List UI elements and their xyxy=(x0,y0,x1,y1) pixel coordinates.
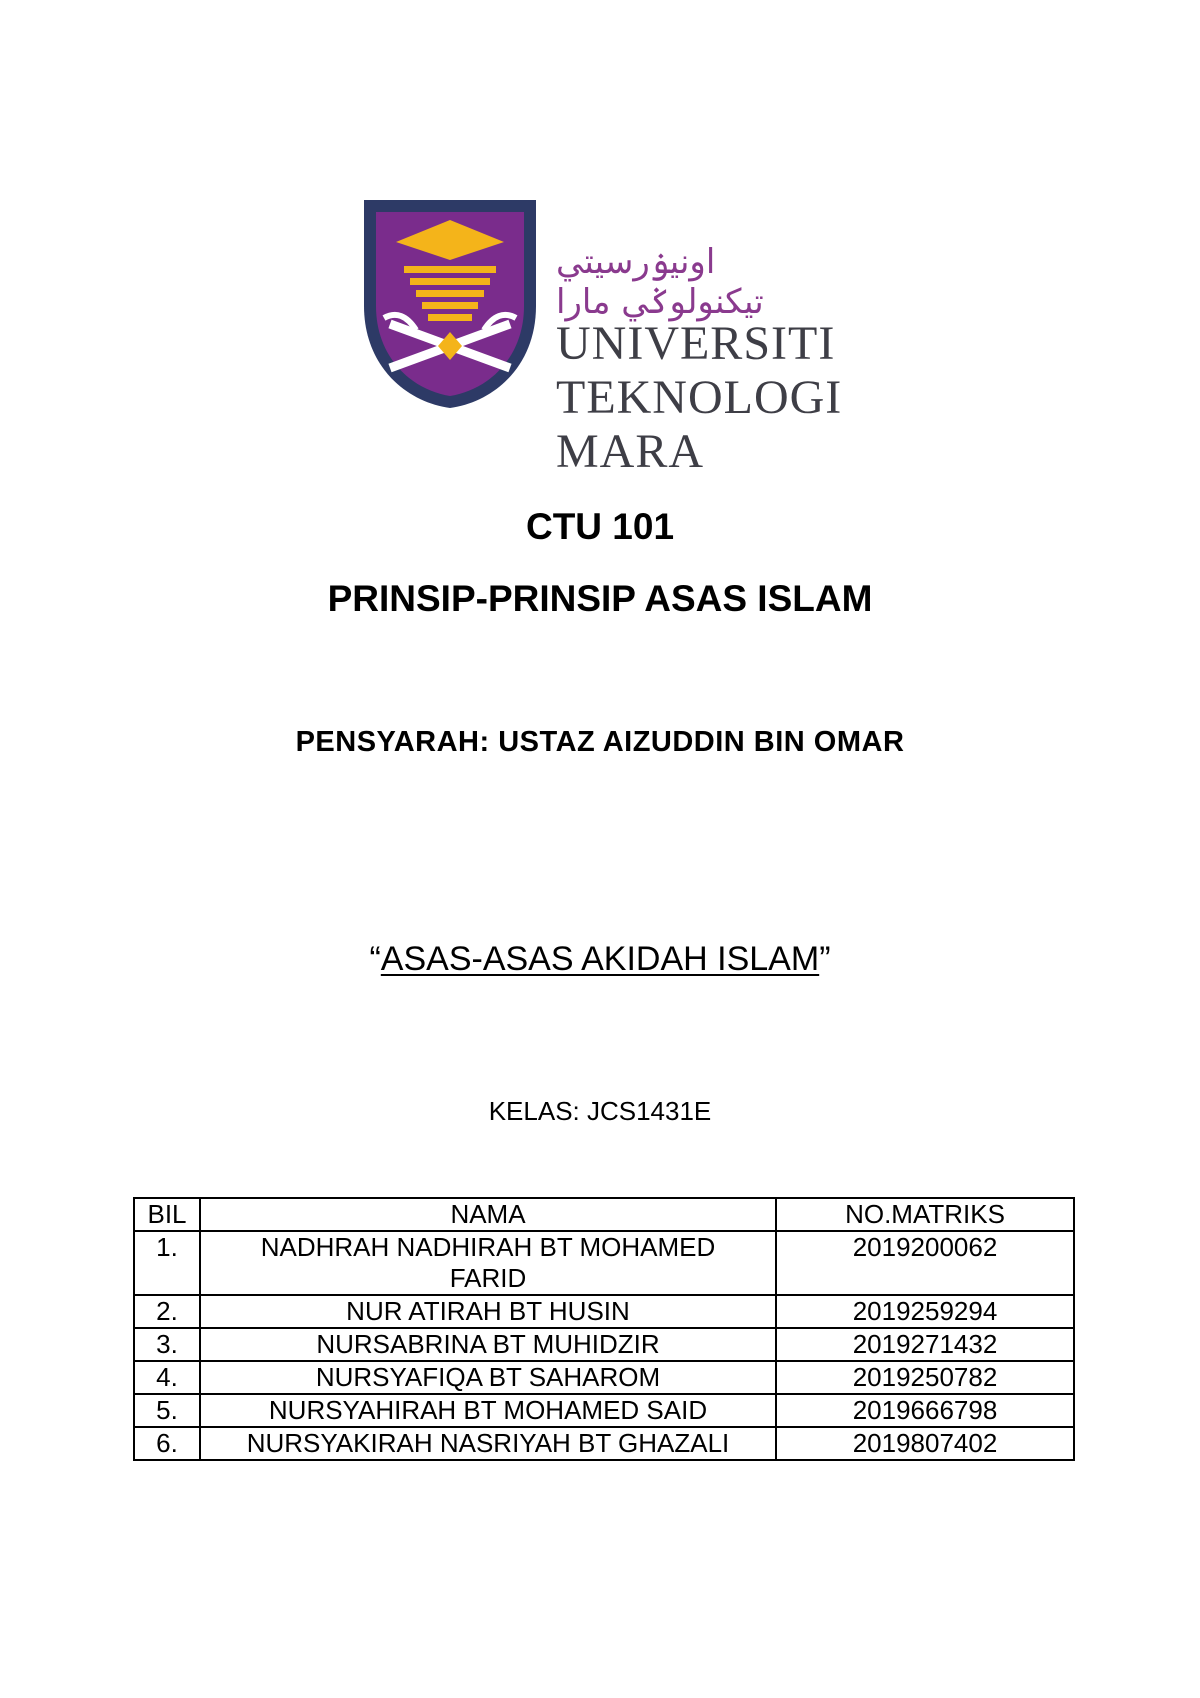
logo-jawi-text: اونيۏرسيتي تيكنولوݢي مارا xyxy=(556,242,764,322)
assignment-topic xyxy=(0,940,1200,979)
cell-no-matriks: 2019200062 xyxy=(776,1231,1074,1295)
logo-line-1: UNIVERSITI xyxy=(556,317,836,370)
topic-close-quote: ” xyxy=(819,940,831,978)
class-label: KELAS: JCS1431E xyxy=(488,1096,712,1126)
topic-open-quote: “ xyxy=(369,940,381,978)
cell-no-matriks: 2019259294 xyxy=(776,1295,1074,1328)
cell-no-matriks: 2019271432 xyxy=(776,1328,1074,1361)
course-code: CTU 101 xyxy=(525,506,675,547)
lecturer-name: PENSYARAH: USTAZ AIZUDDIN BIN OMAR xyxy=(295,726,905,758)
cell-bil: 2. xyxy=(134,1295,200,1328)
logo-line-2: TEKNOLOGI xyxy=(556,371,843,424)
header-nama: NAMA xyxy=(200,1198,776,1231)
member-table xyxy=(133,1197,1075,1461)
cell-nama: NURSYAKIRAH NASRIYAH BT GHAZALI xyxy=(200,1427,776,1460)
header-no-matriks: NO.MATRIKS xyxy=(776,1198,1074,1231)
uitm-crest-icon xyxy=(362,198,538,410)
table-header-row xyxy=(134,1198,1074,1231)
cell-nama: NURSYAFIQA BT SAHAROM xyxy=(200,1361,776,1394)
table-row xyxy=(134,1361,1074,1394)
cell-no-matriks: 2019250782 xyxy=(776,1361,1074,1394)
course-name: PRINSIP-PRINSIP ASAS ISLAM xyxy=(327,578,873,619)
cell-bil: 6. xyxy=(134,1427,200,1460)
cell-nama: NUR ATIRAH BT HUSIN xyxy=(200,1295,776,1328)
header-bil: BIL xyxy=(134,1198,200,1231)
cell-bil: 3. xyxy=(134,1328,200,1361)
uitm-logo xyxy=(362,198,852,478)
cell-nama: NADHRAH NADHIRAH BT MOHAMED FARID xyxy=(200,1231,776,1295)
topic-title: ASAS-ASAS AKIDAH ISLAM xyxy=(380,940,820,978)
table-row xyxy=(134,1231,1074,1295)
table-row xyxy=(134,1295,1074,1328)
cell-nama: NURSABRINA BT MUHIDZIR xyxy=(200,1328,776,1361)
cell-bil: 1. xyxy=(134,1231,200,1295)
table-row xyxy=(134,1394,1074,1427)
cell-nama: NURSYAHIRAH BT MOHAMED SAID xyxy=(200,1394,776,1427)
cell-bil: 5. xyxy=(134,1394,200,1427)
table-row xyxy=(134,1328,1074,1361)
logo-line-3: MARA xyxy=(556,425,705,478)
cell-no-matriks: 2019666798 xyxy=(776,1394,1074,1427)
table-row xyxy=(134,1427,1074,1460)
cell-bil: 4. xyxy=(134,1361,200,1394)
cell-no-matriks: 2019807402 xyxy=(776,1427,1074,1460)
